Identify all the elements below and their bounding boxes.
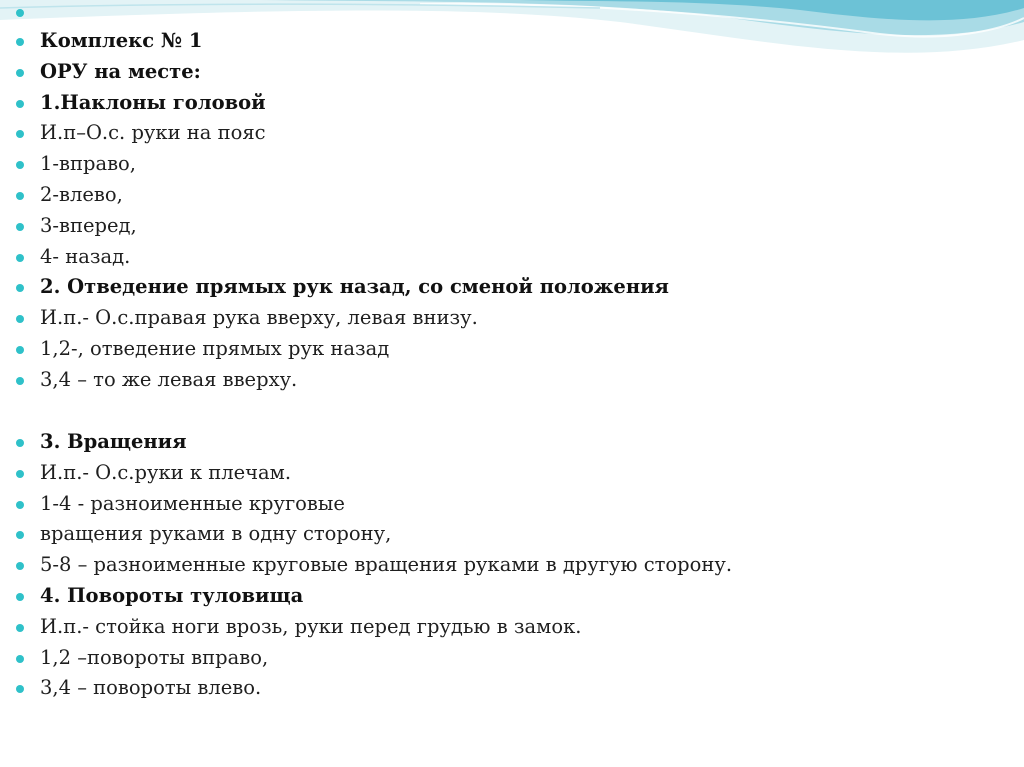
bullet-icon (16, 38, 24, 46)
list-item-text: 5-8 – разноименные круговые вращения руками в другую сторону. (40, 553, 733, 577)
bullet-icon (16, 562, 24, 570)
list-item (14, 211, 1014, 242)
bullet-icon (16, 284, 24, 292)
list-item-text: 2-влево, (40, 182, 123, 206)
bullet-icon (16, 161, 24, 169)
slide-bullet-list (14, 0, 1014, 704)
bullet-icon (16, 685, 24, 693)
bullet-icon (16, 439, 24, 447)
list-item (14, 88, 1014, 119)
bullet-icon (16, 531, 24, 539)
list-item-text: 4- назад. (40, 244, 131, 268)
bullet-icon (16, 377, 24, 385)
list-item-text: 1-4 - разноименные круговые (40, 491, 345, 515)
bullet-icon (16, 69, 24, 77)
list-item-text: И.п.- О.с.руки к плечам. (40, 460, 292, 484)
list-item (14, 57, 1014, 88)
list-item (14, 26, 1014, 57)
list-item (14, 180, 1014, 211)
list-item-text: ОРУ на месте: (40, 59, 201, 83)
list-item (14, 458, 1014, 489)
list-item-text: 1-вправо, (40, 152, 136, 176)
list-item-text: вращения руками в одну сторону, (40, 522, 392, 546)
list-item (14, 272, 1014, 303)
list-item (14, 643, 1014, 674)
list-item-text: И.п.- стойка ноги врозь, руки перед грудью в замок. (40, 614, 582, 638)
list-item (14, 149, 1014, 180)
list-item-text: 3,4 – повороты влево. (40, 676, 262, 700)
list-item (14, 427, 1014, 458)
bullet-icon (16, 593, 24, 601)
bullet-icon (16, 130, 24, 138)
list-item (14, 612, 1014, 643)
list-item (14, 489, 1014, 520)
list-item-text: 1,2-, отведение прямых рук назад (40, 336, 390, 360)
list-item-text: 4. Повороты туловища (40, 584, 304, 608)
list-item (14, 550, 1014, 581)
bullet-icon (16, 501, 24, 509)
list-item-text: 1.Наклоны головой (40, 90, 266, 114)
list-item-text: Комплекс № 1 (40, 29, 203, 52)
bullet-icon (16, 315, 24, 323)
list-item (14, 334, 1014, 365)
bullet-icon (16, 9, 24, 17)
list-item-text: И.п.- О.с.правая рука вверху, левая внизу. (40, 306, 478, 330)
list-item (14, 242, 1014, 273)
list-item-text: 3-вперед, (40, 213, 137, 237)
list-item (14, 0, 1014, 26)
list-item (14, 519, 1014, 550)
bullet-icon (16, 655, 24, 663)
list-item (14, 118, 1014, 149)
list-item (14, 396, 1014, 428)
list-item-text: И.п–О.с. руки на пояс (40, 121, 266, 145)
list-item-text: 2. Отведение прямых рук назад, со сменой положения (40, 275, 669, 299)
list-item-text: 3. Вращения (40, 430, 187, 454)
bullet-icon (16, 624, 24, 632)
list-item-text: 3,4 – то же левая вверху. (40, 367, 298, 391)
list-item (14, 303, 1014, 334)
list-item (14, 581, 1014, 612)
bullet-icon (16, 346, 24, 354)
bullet-icon (16, 192, 24, 200)
list-item (14, 365, 1014, 396)
bullet-icon (16, 100, 24, 108)
bullet-icon (16, 223, 24, 231)
bullet-icon (16, 254, 24, 262)
list-item (14, 673, 1014, 704)
bullet-icon (16, 470, 24, 478)
list-item-text: 1,2 –повороты вправо, (40, 645, 269, 669)
